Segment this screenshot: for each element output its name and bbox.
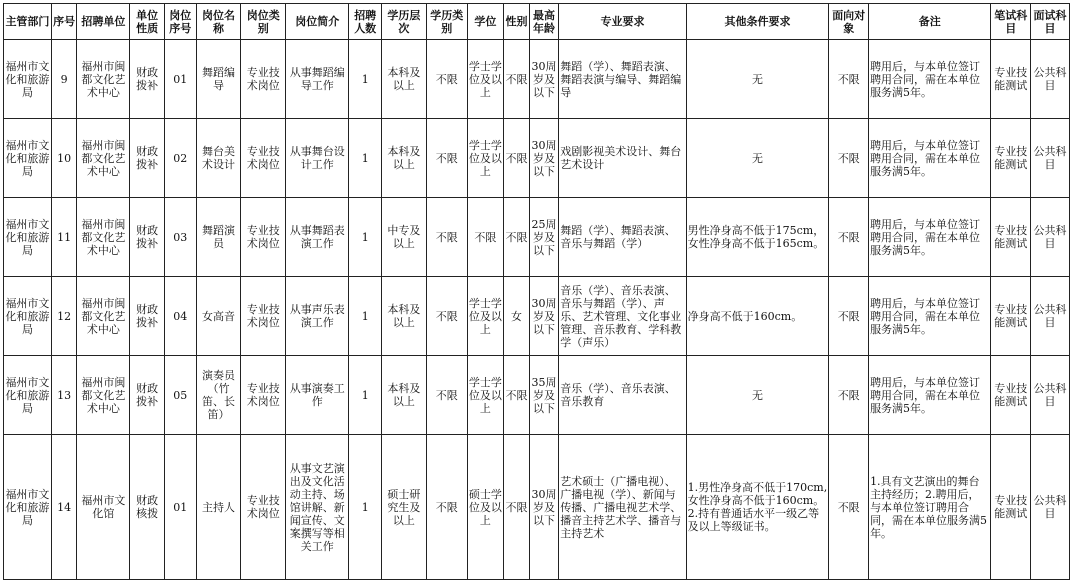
cell-post-desc: 从事舞台设计工作 [286, 119, 349, 198]
cell-max-age: 25周岁及以下 [529, 198, 559, 277]
cell-gender: 女 [504, 277, 529, 356]
cell-degree: 学士学位及以上 [467, 119, 504, 198]
cell-post-name: 演奏员（竹笛、长笛） [196, 356, 241, 435]
cell-edu-type: 不限 [426, 356, 467, 435]
cell-major: 音乐（学）、音乐表演、音乐教育 [559, 356, 686, 435]
cell-headcount: 1 [349, 40, 382, 119]
header-remarks: 备注 [869, 4, 991, 40]
cell-post-desc: 从事声乐表演工作 [286, 277, 349, 356]
cell-seq: 9 [51, 40, 76, 119]
cell-interview: 公共科目 [1031, 198, 1070, 277]
header-headcount: 招聘人数 [349, 4, 382, 40]
cell-gender: 不限 [504, 356, 529, 435]
table-row [4, 119, 1070, 198]
cell-other-req: 无 [686, 40, 829, 119]
cell-headcount: 1 [349, 277, 382, 356]
cell-dept: 福州市文化和旅游局 [4, 198, 52, 277]
cell-post-seq: 01 [164, 435, 196, 580]
header-unit: 招聘单位 [77, 4, 130, 40]
cell-major: 戏剧影视美术设计、舞台艺术设计 [559, 119, 686, 198]
cell-remarks: 聘用后，与本单位签订聘用合同，需在本单位服务满5年。 [869, 119, 991, 198]
cell-unit: 福州市闽都文化艺术中心 [77, 356, 130, 435]
cell-gender: 不限 [504, 119, 529, 198]
table-body [4, 40, 1070, 580]
cell-other-req: 1.男性净身高不低于170cm,女性净身高不低于160cm。 2.持有普通话水平一级乙等及以上等级证书。 [686, 435, 829, 580]
cell-max-age: 30周岁及以下 [529, 277, 559, 356]
cell-edu-type: 不限 [426, 435, 467, 580]
cell-degree: 硕士学位及以上 [467, 435, 504, 580]
header-max-age: 最高年龄 [529, 4, 559, 40]
cell-post-category: 专业技术岗位 [241, 356, 286, 435]
cell-edu-level: 中专及以上 [382, 198, 427, 277]
header-dept: 主管部门 [4, 4, 52, 40]
cell-post-category: 专业技术岗位 [241, 119, 286, 198]
cell-headcount: 1 [349, 119, 382, 198]
header-edu-level: 学历层次 [382, 4, 427, 40]
cell-post-seq: 05 [164, 356, 196, 435]
cell-headcount: 1 [349, 198, 382, 277]
cell-written-exam: 专业技能测试 [991, 40, 1031, 119]
cell-post-name: 舞蹈演员 [196, 198, 241, 277]
cell-remarks: 聘用后，与本单位签订聘用合同，需在本单位服务满5年。 [869, 40, 991, 119]
cell-unit: 福州市闽都文化艺术中心 [77, 40, 130, 119]
cell-max-age: 35周岁及以下 [529, 356, 559, 435]
cell-unit-nature: 财政拨补 [130, 198, 165, 277]
cell-unit-nature: 财政核拨 [130, 435, 165, 580]
cell-unit: 福州市文化馆 [77, 435, 130, 580]
table-row [4, 356, 1070, 435]
cell-target: 不限 [829, 435, 869, 580]
cell-dept: 福州市文化和旅游局 [4, 277, 52, 356]
cell-major: 音乐（学）、音乐表演、音乐与舞蹈（学）、声乐、艺术管理、文化事业管理、音乐教育、学科教学（声乐） [559, 277, 686, 356]
cell-major: 舞蹈（学）、舞蹈表演、舞蹈表演与编导、舞蹈编导 [559, 40, 686, 119]
cell-target: 不限 [829, 198, 869, 277]
cell-other-req: 男性净身高不低于175cm，女性净身高不低于165cm。 [686, 198, 829, 277]
cell-seq: 13 [51, 356, 76, 435]
cell-unit-nature: 财政拨补 [130, 119, 165, 198]
cell-written-exam: 专业技能测试 [991, 119, 1031, 198]
table-row [4, 40, 1070, 119]
cell-max-age: 30周岁及以下 [529, 435, 559, 580]
header-interview: 面试科目 [1031, 4, 1070, 40]
cell-target: 不限 [829, 119, 869, 198]
cell-other-req: 无 [686, 119, 829, 198]
recruitment-table [3, 3, 1070, 580]
cell-post-seq: 04 [164, 277, 196, 356]
header-seq: 序号 [51, 4, 76, 40]
cell-headcount: 1 [349, 356, 382, 435]
cell-written-exam: 专业技能测试 [991, 435, 1031, 580]
header-post-category: 岗位类别 [241, 4, 286, 40]
table-row [4, 277, 1070, 356]
header-other-req: 其他条件要求 [686, 4, 829, 40]
header-written-exam: 笔试科目 [991, 4, 1031, 40]
cell-edu-type: 不限 [426, 40, 467, 119]
cell-unit-nature: 财政拨补 [130, 40, 165, 119]
cell-written-exam: 专业技能测试 [991, 198, 1031, 277]
cell-post-desc: 从事文艺演出及文化活动主持、场馆讲解、新闻宣传、文案撰写等相关工作 [286, 435, 349, 580]
cell-post-name: 主持人 [196, 435, 241, 580]
cell-major: 艺术硕士（广播电视）、广播电视（学）、新闻与传播、广播电视艺术学、播音主持艺术学、播音与主持艺术 [559, 435, 686, 580]
header-post-desc: 岗位简介 [286, 4, 349, 40]
cell-degree: 学士学位及以上 [467, 40, 504, 119]
cell-dept: 福州市文化和旅游局 [4, 119, 52, 198]
cell-target: 不限 [829, 277, 869, 356]
cell-target: 不限 [829, 356, 869, 435]
table-row [4, 198, 1070, 277]
cell-dept: 福州市文化和旅游局 [4, 40, 52, 119]
cell-major: 舞蹈（学）、舞蹈表演、音乐与舞蹈（学） [559, 198, 686, 277]
header-edu-type: 学历类别 [426, 4, 467, 40]
cell-post-name: 舞蹈编导 [196, 40, 241, 119]
cell-gender: 不限 [504, 198, 529, 277]
cell-seq: 14 [51, 435, 76, 580]
cell-interview: 公共科目 [1031, 119, 1070, 198]
table-row [4, 435, 1070, 580]
header-major: 专业要求 [559, 4, 686, 40]
cell-gender: 不限 [504, 40, 529, 119]
cell-edu-level: 本科及以上 [382, 119, 427, 198]
header-target: 面向对象 [829, 4, 869, 40]
cell-unit-nature: 财政拨补 [130, 277, 165, 356]
cell-unit: 福州市闽都文化艺术中心 [77, 277, 130, 356]
cell-post-name: 舞台美术设计 [196, 119, 241, 198]
cell-other-req: 无 [686, 356, 829, 435]
cell-max-age: 30周岁及以下 [529, 40, 559, 119]
cell-interview: 公共科目 [1031, 40, 1070, 119]
header-post-seq: 岗位序号 [164, 4, 196, 40]
cell-headcount: 1 [349, 435, 382, 580]
cell-unit: 福州市闽都文化艺术中心 [77, 119, 130, 198]
cell-post-category: 专业技术岗位 [241, 198, 286, 277]
header-gender: 性别 [504, 4, 529, 40]
cell-post-desc: 从事演奏工作 [286, 356, 349, 435]
cell-written-exam: 专业技能测试 [991, 356, 1031, 435]
cell-remarks: 聘用后，与本单位签订聘用合同，需在本单位服务满5年。 [869, 198, 991, 277]
cell-post-desc: 从事舞蹈编导工作 [286, 40, 349, 119]
cell-unit-nature: 财政拨补 [130, 356, 165, 435]
cell-post-category: 专业技术岗位 [241, 277, 286, 356]
cell-degree: 学士学位及以上 [467, 356, 504, 435]
cell-interview: 公共科目 [1031, 435, 1070, 580]
cell-edu-level: 硕士研究生及以上 [382, 435, 427, 580]
cell-edu-type: 不限 [426, 277, 467, 356]
cell-edu-type: 不限 [426, 198, 467, 277]
cell-post-seq: 02 [164, 119, 196, 198]
cell-unit: 福州市闽都文化艺术中心 [77, 198, 130, 277]
cell-edu-level: 本科及以上 [382, 356, 427, 435]
header-post-name: 岗位名称 [196, 4, 241, 40]
cell-post-name: 女高音 [196, 277, 241, 356]
cell-seq: 10 [51, 119, 76, 198]
cell-max-age: 30周岁及以下 [529, 119, 559, 198]
cell-degree: 不限 [467, 198, 504, 277]
cell-edu-type: 不限 [426, 119, 467, 198]
cell-edu-level: 本科及以上 [382, 277, 427, 356]
cell-seq: 12 [51, 277, 76, 356]
cell-other-req: 净身高不低于160cm。 [686, 277, 829, 356]
cell-post-category: 专业技术岗位 [241, 40, 286, 119]
cell-edu-level: 本科及以上 [382, 40, 427, 119]
cell-dept: 福州市文化和旅游局 [4, 356, 52, 435]
cell-remarks: 聘用后，与本单位签订聘用合同，需在本单位服务满5年。 [869, 277, 991, 356]
header-unit-nature: 单位性质 [130, 4, 165, 40]
cell-post-desc: 从事舞蹈表演工作 [286, 198, 349, 277]
header-degree: 学位 [467, 4, 504, 40]
cell-remarks: 聘用后，与本单位签订聘用合同，需在本单位服务满5年。 [869, 356, 991, 435]
cell-remarks: 1.具有文艺演出的舞台主持经历；2.聘用后，与本单位签订聘用合同，需在本单位服务满5年。 [869, 435, 991, 580]
cell-written-exam: 专业技能测试 [991, 277, 1031, 356]
cell-dept: 福州市文化和旅游局 [4, 435, 52, 580]
header-row [4, 4, 1070, 40]
cell-interview: 公共科目 [1031, 356, 1070, 435]
cell-post-seq: 01 [164, 40, 196, 119]
cell-gender: 不限 [504, 435, 529, 580]
cell-post-category: 专业技术岗位 [241, 435, 286, 580]
cell-seq: 11 [51, 198, 76, 277]
cell-target: 不限 [829, 40, 869, 119]
cell-degree: 学士学位及以上 [467, 277, 504, 356]
cell-post-seq: 03 [164, 198, 196, 277]
cell-interview: 公共科目 [1031, 277, 1070, 356]
